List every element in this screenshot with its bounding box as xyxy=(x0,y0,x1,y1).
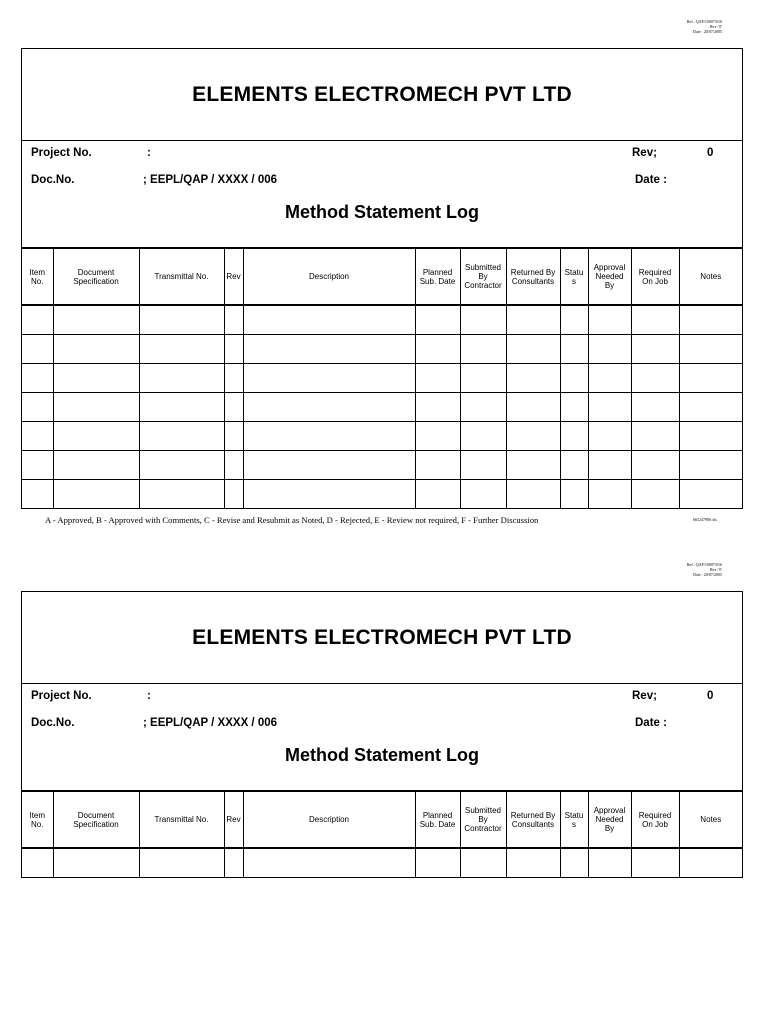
company-name: ELEMENTS ELECTROMECH PVT LTD xyxy=(192,82,572,106)
table-cell xyxy=(631,305,679,335)
column-header: Description xyxy=(243,791,415,848)
table-cell xyxy=(415,480,460,509)
column-header: Transmittal No. xyxy=(139,791,224,848)
table-cell xyxy=(588,393,631,422)
table-cell xyxy=(560,335,588,364)
table-cell xyxy=(53,393,139,422)
table-cell xyxy=(22,305,53,335)
reference-block xyxy=(687,19,722,34)
column-header: Approval Needed By xyxy=(588,248,631,305)
table-row xyxy=(22,848,742,877)
table-cell xyxy=(224,422,243,451)
table-cell xyxy=(506,480,560,509)
table-cell xyxy=(588,848,631,877)
table-cell xyxy=(560,364,588,393)
document-info xyxy=(22,684,742,790)
table-cell xyxy=(415,451,460,480)
date-line: Date : 20/07/2005 xyxy=(693,29,722,34)
table-cell xyxy=(506,451,560,480)
table-cell xyxy=(460,422,506,451)
table-cell xyxy=(22,848,53,877)
column-header: Item No. xyxy=(22,791,53,848)
table-cell xyxy=(560,848,588,877)
table-row xyxy=(22,451,742,480)
table-cell xyxy=(22,480,53,509)
doc-no-value: ; EEPL/QAP / XXXX / 006 xyxy=(143,174,278,186)
table-cell xyxy=(679,422,742,451)
doc-no-label: Doc.No. xyxy=(31,717,75,729)
table-cell xyxy=(631,422,679,451)
column-header: Transmittal No. xyxy=(139,248,224,305)
table-cell xyxy=(460,848,506,877)
table-cell xyxy=(139,335,224,364)
column-header: Submitted By Contractor xyxy=(460,791,506,848)
status-legend: A - Approved, B - Approved with Comments, C - Revise and Resubmit as Noted, D - Rejected, E - Review not required, F - Further Discussion xyxy=(45,515,539,525)
column-header: Required On Job xyxy=(631,248,679,305)
table-cell xyxy=(139,364,224,393)
column-header: Statu s xyxy=(560,248,588,305)
column-header: Notes xyxy=(679,791,742,848)
table-cell xyxy=(243,451,415,480)
table-cell xyxy=(679,848,742,877)
table-cell xyxy=(631,393,679,422)
rev-label: Rev; xyxy=(632,690,657,702)
table-cell xyxy=(460,393,506,422)
document-title: Method Statement Log xyxy=(285,745,479,765)
project-no-label: Project No. xyxy=(31,147,92,159)
table-cell xyxy=(506,335,560,364)
table-cell xyxy=(460,480,506,509)
table-cell xyxy=(243,335,415,364)
table-cell xyxy=(415,393,460,422)
table-header-row xyxy=(22,791,742,848)
table-cell xyxy=(631,480,679,509)
table-cell xyxy=(224,480,243,509)
table-row xyxy=(22,480,742,509)
table-cell xyxy=(560,451,588,480)
column-header: Planned Sub. Date xyxy=(415,791,460,848)
table-cell xyxy=(679,305,742,335)
table-cell xyxy=(22,422,53,451)
table-cell xyxy=(22,393,53,422)
method-statement-table xyxy=(22,790,742,877)
table-cell xyxy=(53,422,139,451)
table-cell xyxy=(679,451,742,480)
table-cell xyxy=(560,422,588,451)
table-cell xyxy=(243,422,415,451)
table-cell xyxy=(53,364,139,393)
table-cell xyxy=(588,305,631,335)
rev-line: Rev: '0' xyxy=(710,567,722,572)
table-cell xyxy=(506,393,560,422)
column-header: Description xyxy=(243,248,415,305)
table-header-row xyxy=(22,248,742,305)
table-cell xyxy=(53,451,139,480)
table-cell xyxy=(415,848,460,877)
table-cell xyxy=(588,480,631,509)
rev-label: Rev; xyxy=(632,147,657,159)
project-no-value: : xyxy=(147,147,151,159)
table-cell xyxy=(53,335,139,364)
column-header: Rev xyxy=(224,248,243,305)
table-cell xyxy=(139,480,224,509)
document-title: Method Statement Log xyxy=(285,202,479,222)
document-info xyxy=(22,141,742,247)
column-header: Notes xyxy=(679,248,742,305)
table-cell xyxy=(460,451,506,480)
company-header xyxy=(22,592,742,684)
table-cell xyxy=(22,451,53,480)
table-cell xyxy=(679,364,742,393)
table-cell xyxy=(243,364,415,393)
file-reference: 66524798S.xls xyxy=(693,517,717,522)
method-statement-table xyxy=(22,247,742,508)
table-cell xyxy=(506,848,560,877)
rev-value: 0 xyxy=(707,690,714,702)
table-cell xyxy=(460,364,506,393)
column-header: Returned By Consultants xyxy=(506,791,560,848)
table-cell xyxy=(560,305,588,335)
column-header: Submitted By Contractor xyxy=(460,248,506,305)
date-label: Date : xyxy=(635,174,667,186)
date-line: Date : 20/07/2005 xyxy=(693,572,722,577)
project-no-label: Project No. xyxy=(31,690,92,702)
rev-value: 0 xyxy=(707,147,714,159)
table-cell xyxy=(415,364,460,393)
table-cell xyxy=(243,393,415,422)
table-cell xyxy=(506,305,560,335)
table-row xyxy=(22,364,742,393)
form-sheet xyxy=(21,48,743,509)
table-cell xyxy=(631,335,679,364)
company-header xyxy=(22,49,742,141)
table-cell xyxy=(53,848,139,877)
table-cell xyxy=(460,305,506,335)
table-cell xyxy=(243,305,415,335)
table-cell xyxy=(506,422,560,451)
table-cell xyxy=(679,335,742,364)
table-cell xyxy=(139,422,224,451)
table-cell xyxy=(506,364,560,393)
table-cell xyxy=(415,422,460,451)
ref-line: Ref.: QAP/10007/016 xyxy=(686,19,722,24)
date-label: Date : xyxy=(635,717,667,729)
table-cell xyxy=(224,848,243,877)
column-header: Required On Job xyxy=(631,791,679,848)
table-cell xyxy=(243,480,415,509)
table-cell xyxy=(560,393,588,422)
table-cell xyxy=(415,335,460,364)
table-cell xyxy=(53,305,139,335)
doc-no-label: Doc.No. xyxy=(31,174,75,186)
table-cell xyxy=(243,848,415,877)
table-row xyxy=(22,305,742,335)
table-cell xyxy=(224,451,243,480)
table-cell xyxy=(224,393,243,422)
table-cell xyxy=(631,364,679,393)
table-cell xyxy=(139,305,224,335)
column-header: Rev xyxy=(224,791,243,848)
project-no-value: : xyxy=(147,690,151,702)
column-header: Returned By Consultants xyxy=(506,248,560,305)
table-cell xyxy=(139,848,224,877)
table-cell xyxy=(139,393,224,422)
reference-block xyxy=(687,562,722,577)
column-header: Planned Sub. Date xyxy=(415,248,460,305)
rev-line: Rev: '0' xyxy=(710,24,722,29)
ref-line: Ref.: QAP/10007/016 xyxy=(686,562,722,567)
table-cell xyxy=(22,364,53,393)
table-cell xyxy=(631,451,679,480)
table-cell xyxy=(560,480,588,509)
table-cell xyxy=(53,480,139,509)
column-header: Item No. xyxy=(22,248,53,305)
table-row xyxy=(22,422,742,451)
column-header: Document Specification xyxy=(53,791,139,848)
table-cell xyxy=(679,480,742,509)
table-cell xyxy=(22,335,53,364)
column-header: Document Specification xyxy=(53,248,139,305)
table-cell xyxy=(588,451,631,480)
table-cell xyxy=(460,335,506,364)
table-cell xyxy=(415,305,460,335)
table-cell xyxy=(588,335,631,364)
doc-no-value: ; EEPL/QAP / XXXX / 006 xyxy=(143,717,278,729)
table-row xyxy=(22,393,742,422)
table-cell xyxy=(224,335,243,364)
table-cell xyxy=(224,305,243,335)
table-cell xyxy=(588,364,631,393)
column-header: Statu s xyxy=(560,791,588,848)
table-row xyxy=(22,335,742,364)
form-sheet xyxy=(21,591,743,878)
table-cell xyxy=(139,451,224,480)
table-cell xyxy=(224,364,243,393)
table-cell xyxy=(679,393,742,422)
table-cell xyxy=(631,848,679,877)
company-name: ELEMENTS ELECTROMECH PVT LTD xyxy=(192,625,572,649)
column-header: Approval Needed By xyxy=(588,791,631,848)
table-cell xyxy=(588,422,631,451)
